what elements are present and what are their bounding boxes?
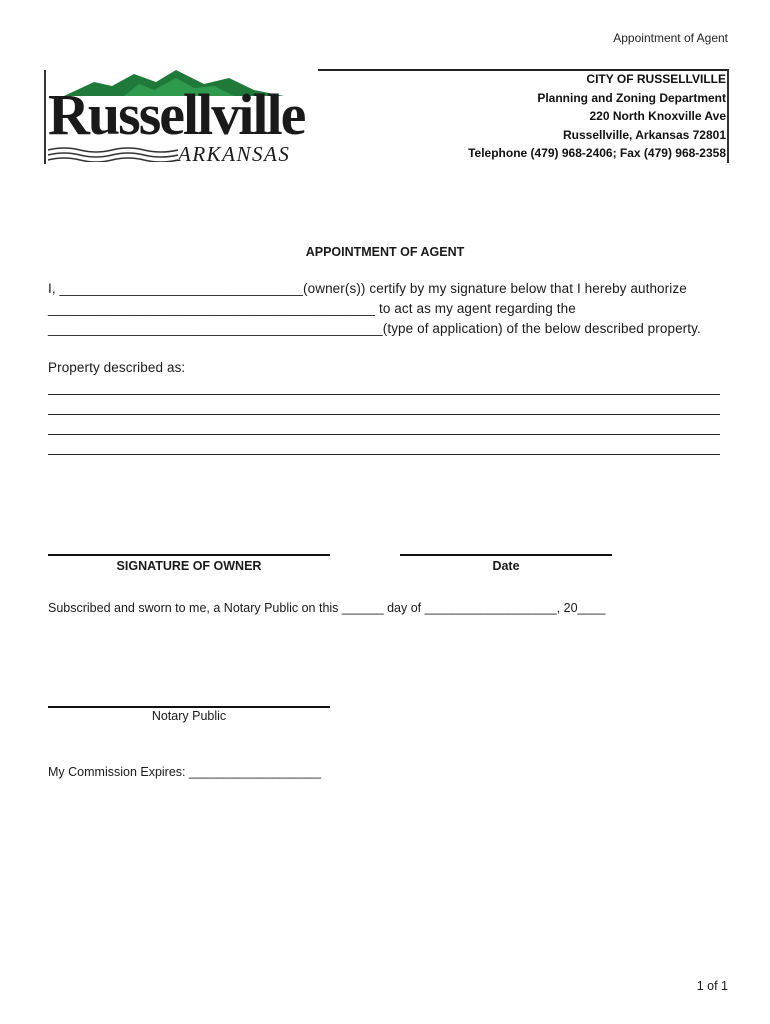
form-title: APPOINTMENT OF AGENT (305, 245, 465, 259)
header-doc-title: Appointment of Agent (613, 31, 728, 45)
commission-expires: My Commission Expires: ___________________ (48, 765, 322, 779)
paragraph-line-2: ___________________________________________ to act as my agent regarding the (48, 301, 576, 316)
notary-public-label: Notary Public (151, 709, 227, 723)
property-label: Property described as: (48, 360, 186, 375)
owner-signature-line[interactable] (48, 554, 330, 556)
logo-state: ARKANSAS (178, 142, 291, 166)
property-line-1[interactable] (48, 394, 720, 395)
property-line-4[interactable] (48, 454, 720, 455)
address-phone-fax: Telephone (479) 968-2406; Fax (479) 968-2358 (468, 146, 726, 160)
paragraph-line-3: ____________________________________________(type of application) of the below described property. (48, 321, 701, 336)
paragraph-line-1: I, ________________________________(owner(s)) certify by my signature below that I hereby authorize (48, 281, 687, 296)
date-label: Date (492, 559, 520, 573)
page-number: 1 of 1 (696, 979, 728, 993)
address-block (386, 70, 726, 163)
date-line[interactable] (400, 554, 612, 556)
logo-left-border (44, 70, 46, 164)
header-right-border (727, 69, 729, 163)
address-city: CITY OF RUSSELLVILLE (586, 72, 726, 86)
property-line-2[interactable] (48, 414, 720, 415)
logo-wordmark: Russellville (48, 82, 305, 147)
signature-owner-label: SIGNATURE OF OWNER (116, 559, 262, 573)
notary-signature-line[interactable] (48, 706, 330, 708)
russellville-logo (44, 68, 324, 168)
address-department: Planning and Zoning Department (537, 90, 726, 105)
address-city-state-zip: Russellville, Arkansas 72801 (563, 127, 726, 142)
property-line-3[interactable] (48, 434, 720, 435)
notary-sentence: Subscribed and sworn to me, a Notary Public on this ______ day of ___________________, 20____ (48, 601, 606, 615)
address-street: 220 North Knoxville Ave (589, 109, 726, 123)
water-waves-icon (48, 146, 178, 162)
